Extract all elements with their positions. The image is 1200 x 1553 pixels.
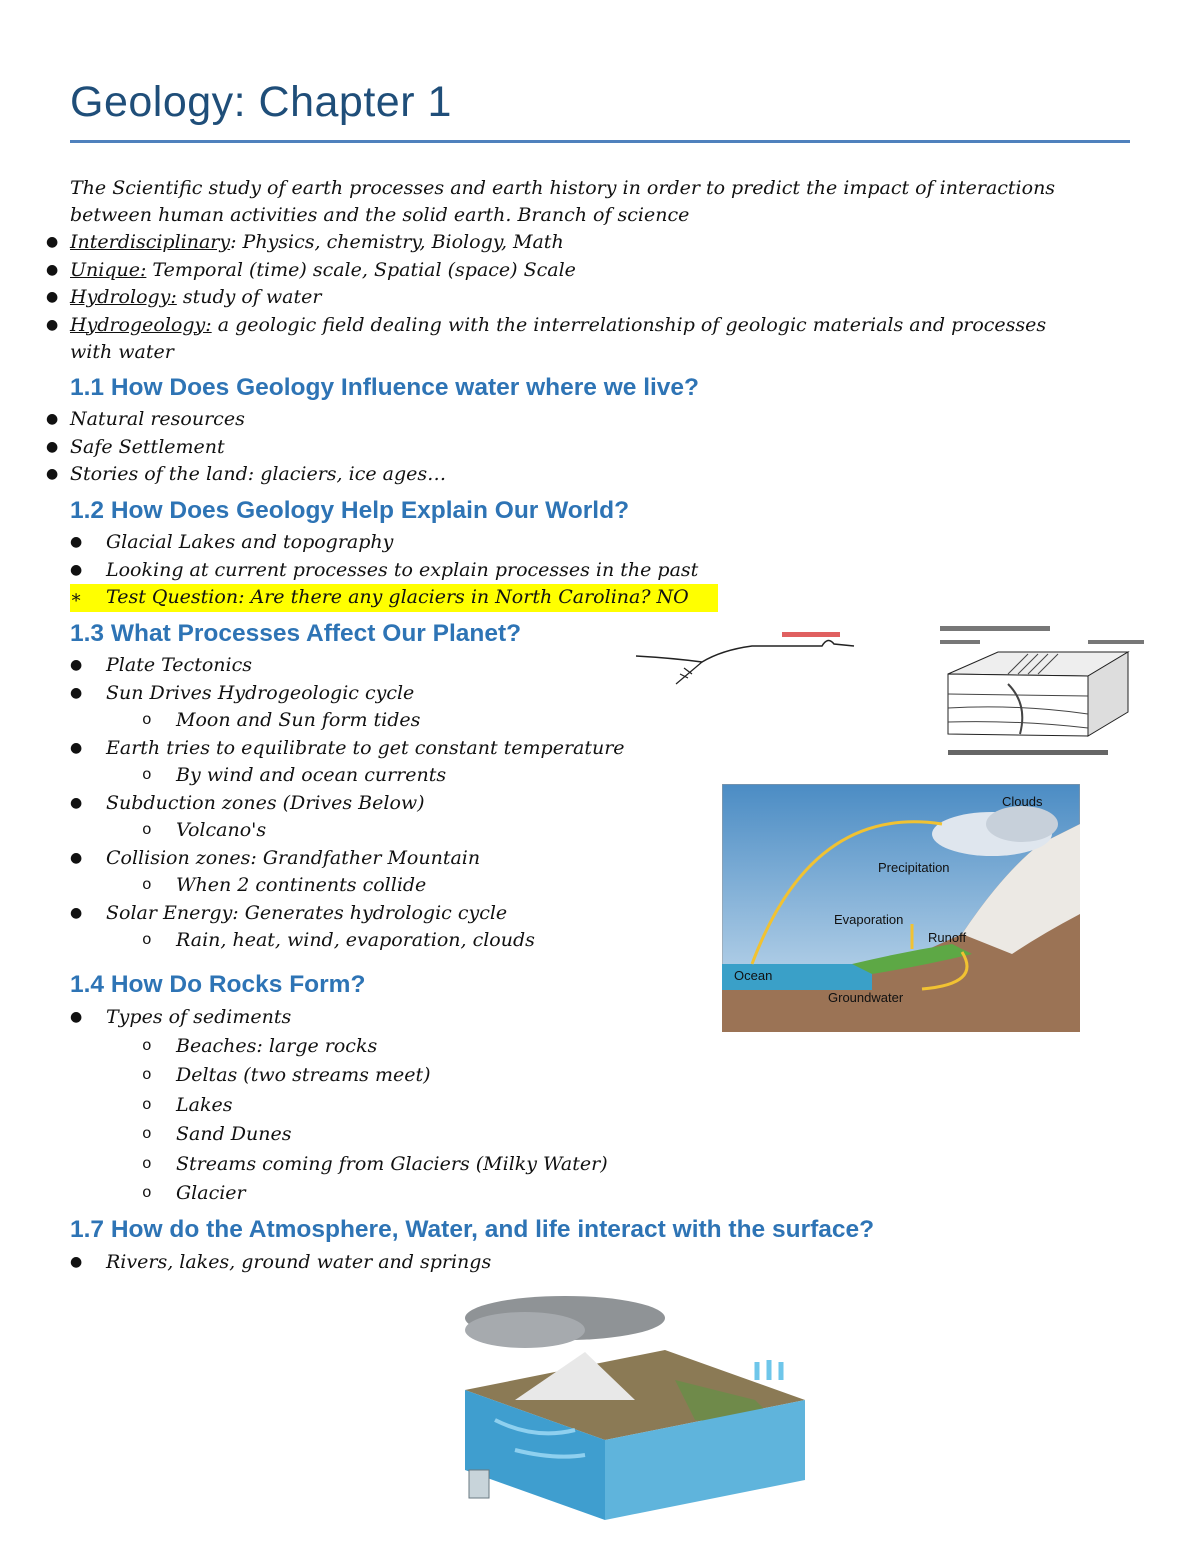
highlighted-test-question: ∗ Test Question: Are there any glaciers in North Carolina? NO (70, 584, 718, 612)
list-item: ● Types of sediments (70, 1006, 292, 1028)
section-1-1-list (0, 406, 446, 489)
list-item: o Deltas (two streams meet) (142, 1064, 431, 1086)
list-item: o Beaches: large rocks (142, 1034, 378, 1057)
water-cycle-landscape-image (455, 1290, 815, 1530)
list-item: o Lakes (142, 1093, 233, 1116)
section-1-4-list (70, 1004, 608, 1209)
section-1-7-list (70, 1249, 491, 1277)
heading-1-3: 1.3 What Processes Affect Our Planet? (70, 620, 522, 647)
label-clouds: Clouds (1002, 794, 1043, 809)
list-item: ● Rivers, lakes, ground water and springs (70, 1251, 492, 1273)
label-evaporation: Evaporation (834, 912, 904, 927)
list-item: o By wind and ocean currents (142, 764, 447, 786)
list-item: o Rain, heat, wind, evaporation, clouds (142, 929, 535, 951)
heading-1-1: 1.1 How Does Geology Influence water where we live? (70, 374, 700, 401)
list-item: ● Solar Energy: Generates hydrologic cycle (70, 901, 508, 924)
list-item: ● Hydrogeology: a geologic field dealing with the interrelationship of geologic materials and processes (46, 313, 1047, 336)
heading-1-2: 1.2 How Does Geology Help Explain Our World? (70, 497, 630, 524)
list-item: ● Safe Settlement (46, 435, 225, 458)
heading-1-4: 1.4 How Do Rocks Form? (70, 971, 366, 998)
list-item: ● Plate Tectonics (70, 654, 252, 676)
list-item: ● Stories of the land: glaciers, ice ages… (46, 463, 447, 485)
list-item: ● Sun Drives Hydrogeologic cycle (70, 681, 415, 704)
list-item: ● Subduction zones (Drives Below) (70, 791, 425, 814)
list-item: ● Glacial Lakes and topography (70, 531, 394, 553)
list-item: ● Looking at current processes to explain processes in the past (70, 558, 699, 581)
list-item: ● Unique: Temporal (time) scale, Spatial (space) Scale (46, 258, 576, 281)
list-item: o Sand Dunes (142, 1123, 292, 1145)
label-groundwater: Groundwater (828, 990, 904, 1005)
list-item: o Volcano's (142, 819, 267, 841)
list-item: ● Collision zones: Grandfather Mountain (70, 846, 481, 869)
list-item: o When 2 continents collide (142, 874, 427, 896)
label-precipitation: Precipitation (878, 860, 950, 875)
list-item: ● Natural resources (46, 408, 245, 430)
section-1-2-list (70, 529, 718, 612)
definitions-list (0, 229, 1046, 367)
label-ocean: Ocean (734, 968, 773, 983)
hydrologic-cycle-diagram (722, 784, 1080, 1032)
list-item: o Streams coming from Glaciers (Milky Water) (142, 1152, 608, 1175)
list-item: ● Hydrology: study of water (46, 286, 322, 308)
list-item: o Moon and Sun form tides (142, 709, 421, 731)
title-rule (70, 140, 1130, 143)
list-item: ● Interdisciplinary: Physics, chemistry, Biology, Math (46, 231, 564, 253)
collision-block-diagram-image (938, 624, 1150, 764)
intro-paragraph: The Scientific study of earth processes and earth history in order to predict the impact of interactions between human activities and the solid earth. Branch of science (70, 177, 1056, 226)
section-1-3-list (70, 652, 625, 955)
subduction-sketch-image (632, 628, 858, 688)
list-item: ● Earth tries to equilibrate to get constant temperature (70, 736, 625, 759)
page-title: Geology: Chapter 1 (70, 78, 452, 126)
label-runoff: Runoff (928, 930, 967, 945)
list-item: o Glacier (142, 1182, 246, 1204)
list-item-continuation: with water (70, 341, 174, 363)
heading-1-7: 1.7 How do the Atmosphere, Water, and life interact with the surface? (70, 1216, 875, 1243)
